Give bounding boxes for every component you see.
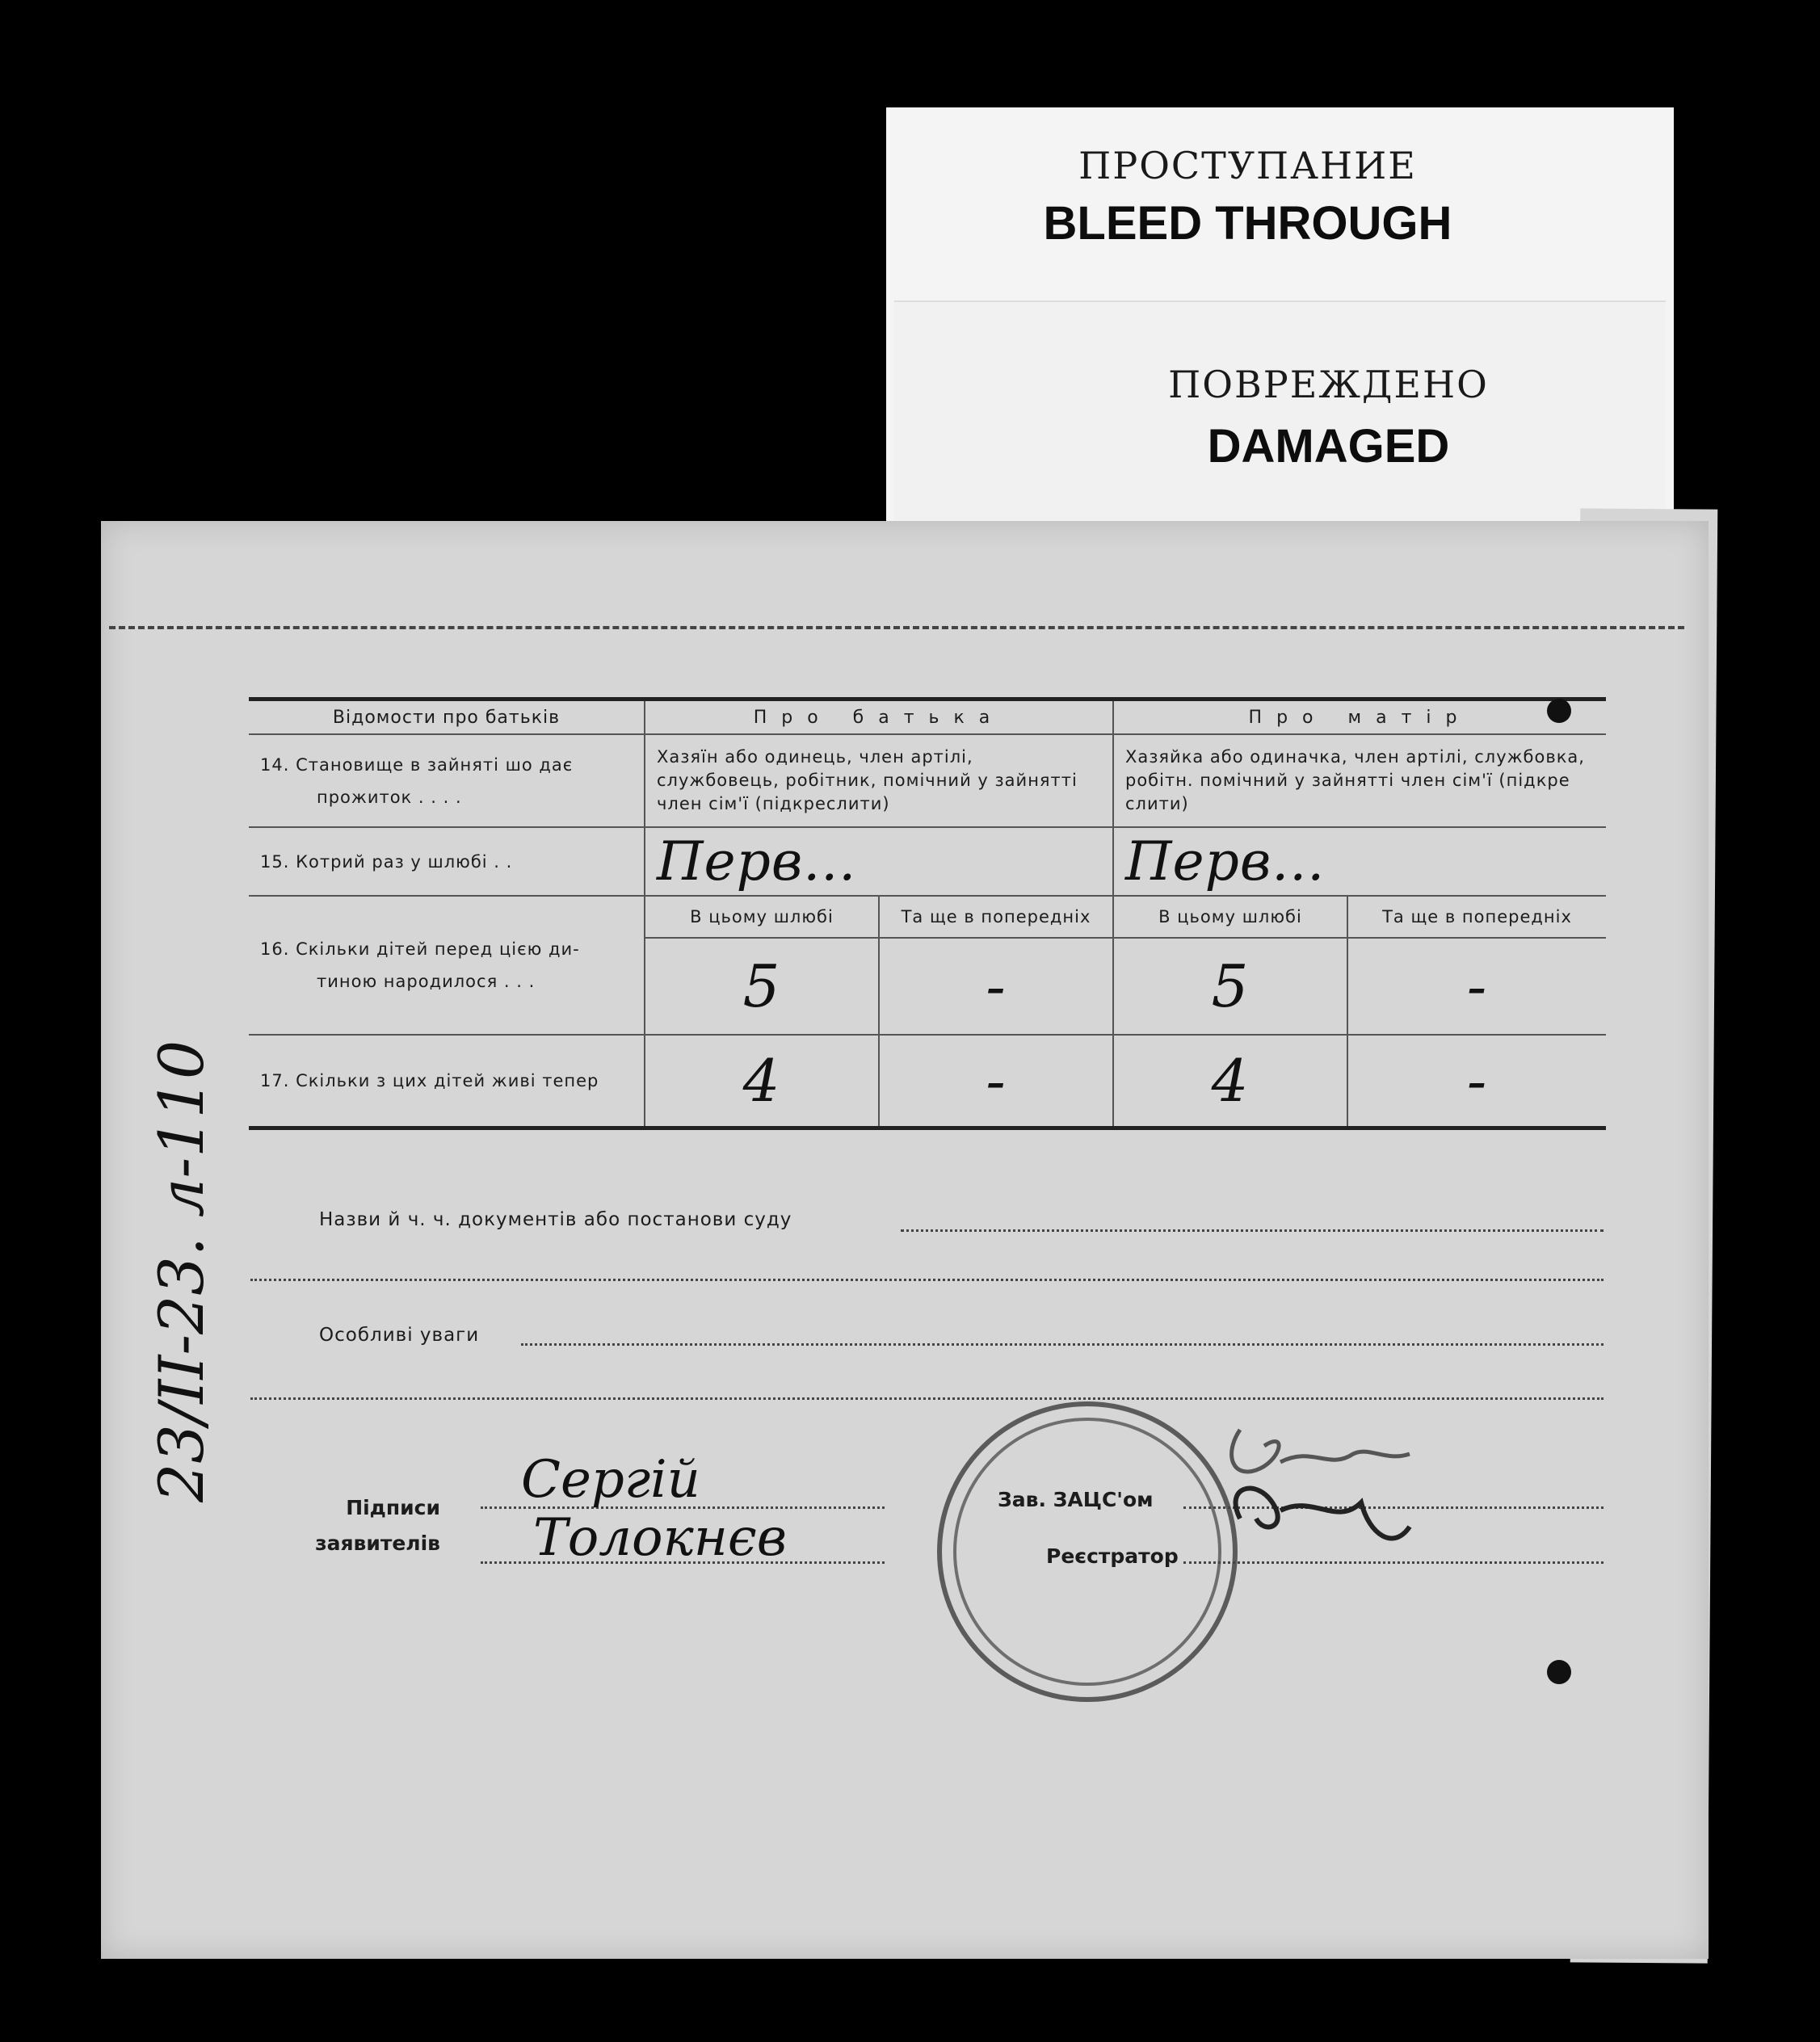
punch-hole bbox=[1547, 699, 1571, 723]
subheader-father-prev: Та ще в попередніх bbox=[879, 896, 1113, 938]
damaged-en: DAMAGED bbox=[1207, 420, 1450, 473]
perforation-line bbox=[109, 626, 1684, 629]
row14-father-options: Хазяїн або одинець, член артілі, службовець, робітник, помічний у зайнятті член сім'ї (підкреслити) bbox=[645, 734, 1113, 827]
subheader-row bbox=[249, 896, 1606, 938]
notes-label: Особливі уваги bbox=[319, 1325, 480, 1346]
parents-info-table bbox=[249, 697, 1606, 1130]
row16-label bbox=[249, 896, 645, 1035]
row16-father-prev: - bbox=[879, 938, 1113, 1035]
documents-line-1 bbox=[901, 1229, 1604, 1232]
header-mother: Про матір bbox=[1113, 700, 1606, 735]
notes-line-1 bbox=[521, 1343, 1604, 1346]
registrar-label: Реєстратор bbox=[1046, 1544, 1179, 1568]
official-signatures bbox=[1208, 1397, 1450, 1575]
signature-2: Толокнєв bbox=[533, 1508, 787, 1568]
subheader-father-this: В цьому шлюбі bbox=[645, 896, 879, 938]
row17-mother-this: 4 bbox=[1113, 1035, 1347, 1128]
row17-father-prev: - bbox=[879, 1035, 1113, 1128]
documents-line-2 bbox=[250, 1279, 1604, 1281]
documents-label: Назви й ч. ч. документів або постанови суду bbox=[319, 1209, 792, 1230]
row16-father-this: 5 bbox=[645, 938, 879, 1035]
row17-label: 17. Скільки з цих дітей живі тепер bbox=[249, 1035, 645, 1128]
subheader-mother-prev: Та ще в попередніх bbox=[1347, 896, 1606, 938]
row15-father-value: Перв... bbox=[645, 827, 1113, 896]
punch-hole bbox=[1547, 1660, 1571, 1684]
bleed-through-ru: ПРОСТУПАНИЕ bbox=[1078, 144, 1417, 187]
signatures-label bbox=[295, 1490, 440, 1561]
row14-label-line2: прожиток . . . . bbox=[317, 787, 462, 807]
row-17 bbox=[249, 1035, 1606, 1128]
row14-label bbox=[249, 734, 645, 827]
bleed-through-en: BLEED THROUGH bbox=[1043, 197, 1452, 250]
subheader-mother-this: В цьому шлюбі bbox=[1113, 896, 1347, 938]
row16-mother-prev: - bbox=[1347, 938, 1606, 1035]
row15-label: 15. Котрий раз у шлюбі . . bbox=[249, 827, 645, 896]
damaged-label bbox=[894, 300, 1666, 532]
row14-label-line1: 14. Становище в зайняті шо дає bbox=[260, 754, 574, 775]
row-14 bbox=[249, 734, 1606, 827]
row16-label-line1: 16. Скільки дітей перед цією ди- bbox=[260, 939, 580, 959]
row17-mother-prev: - bbox=[1347, 1035, 1606, 1128]
archive-side-note: 23/ІІ-23. л-110 bbox=[145, 1040, 217, 1502]
row17-father-this: 4 bbox=[645, 1035, 879, 1128]
row16-mother-this: 5 bbox=[1113, 938, 1347, 1035]
signature-1: Сергій bbox=[521, 1450, 700, 1510]
row-15 bbox=[249, 827, 1606, 896]
signatures-label-line1: Підписи bbox=[346, 1496, 440, 1519]
head-label: Зав. ЗАЦС'ом bbox=[998, 1488, 1154, 1511]
damaged-ru: ПОВРЕЖДЕНО bbox=[1168, 363, 1489, 406]
row14-mother-options: Хазяйка або одиначка, член артілі, службовка, робітн. помічний у зайнятті член сім'ї (підкре слити) bbox=[1113, 734, 1606, 827]
table-header-row bbox=[249, 700, 1606, 735]
document-sheet bbox=[101, 521, 1709, 1959]
row15-mother-value: Перв... bbox=[1113, 827, 1606, 896]
row16-label-line2: тиною народилося . . . bbox=[317, 972, 536, 991]
header-parents-info: Відомости про батьків bbox=[249, 700, 645, 735]
signatures-label-line2: заявителів bbox=[315, 1532, 440, 1555]
header-father: Про батька bbox=[645, 700, 1113, 735]
